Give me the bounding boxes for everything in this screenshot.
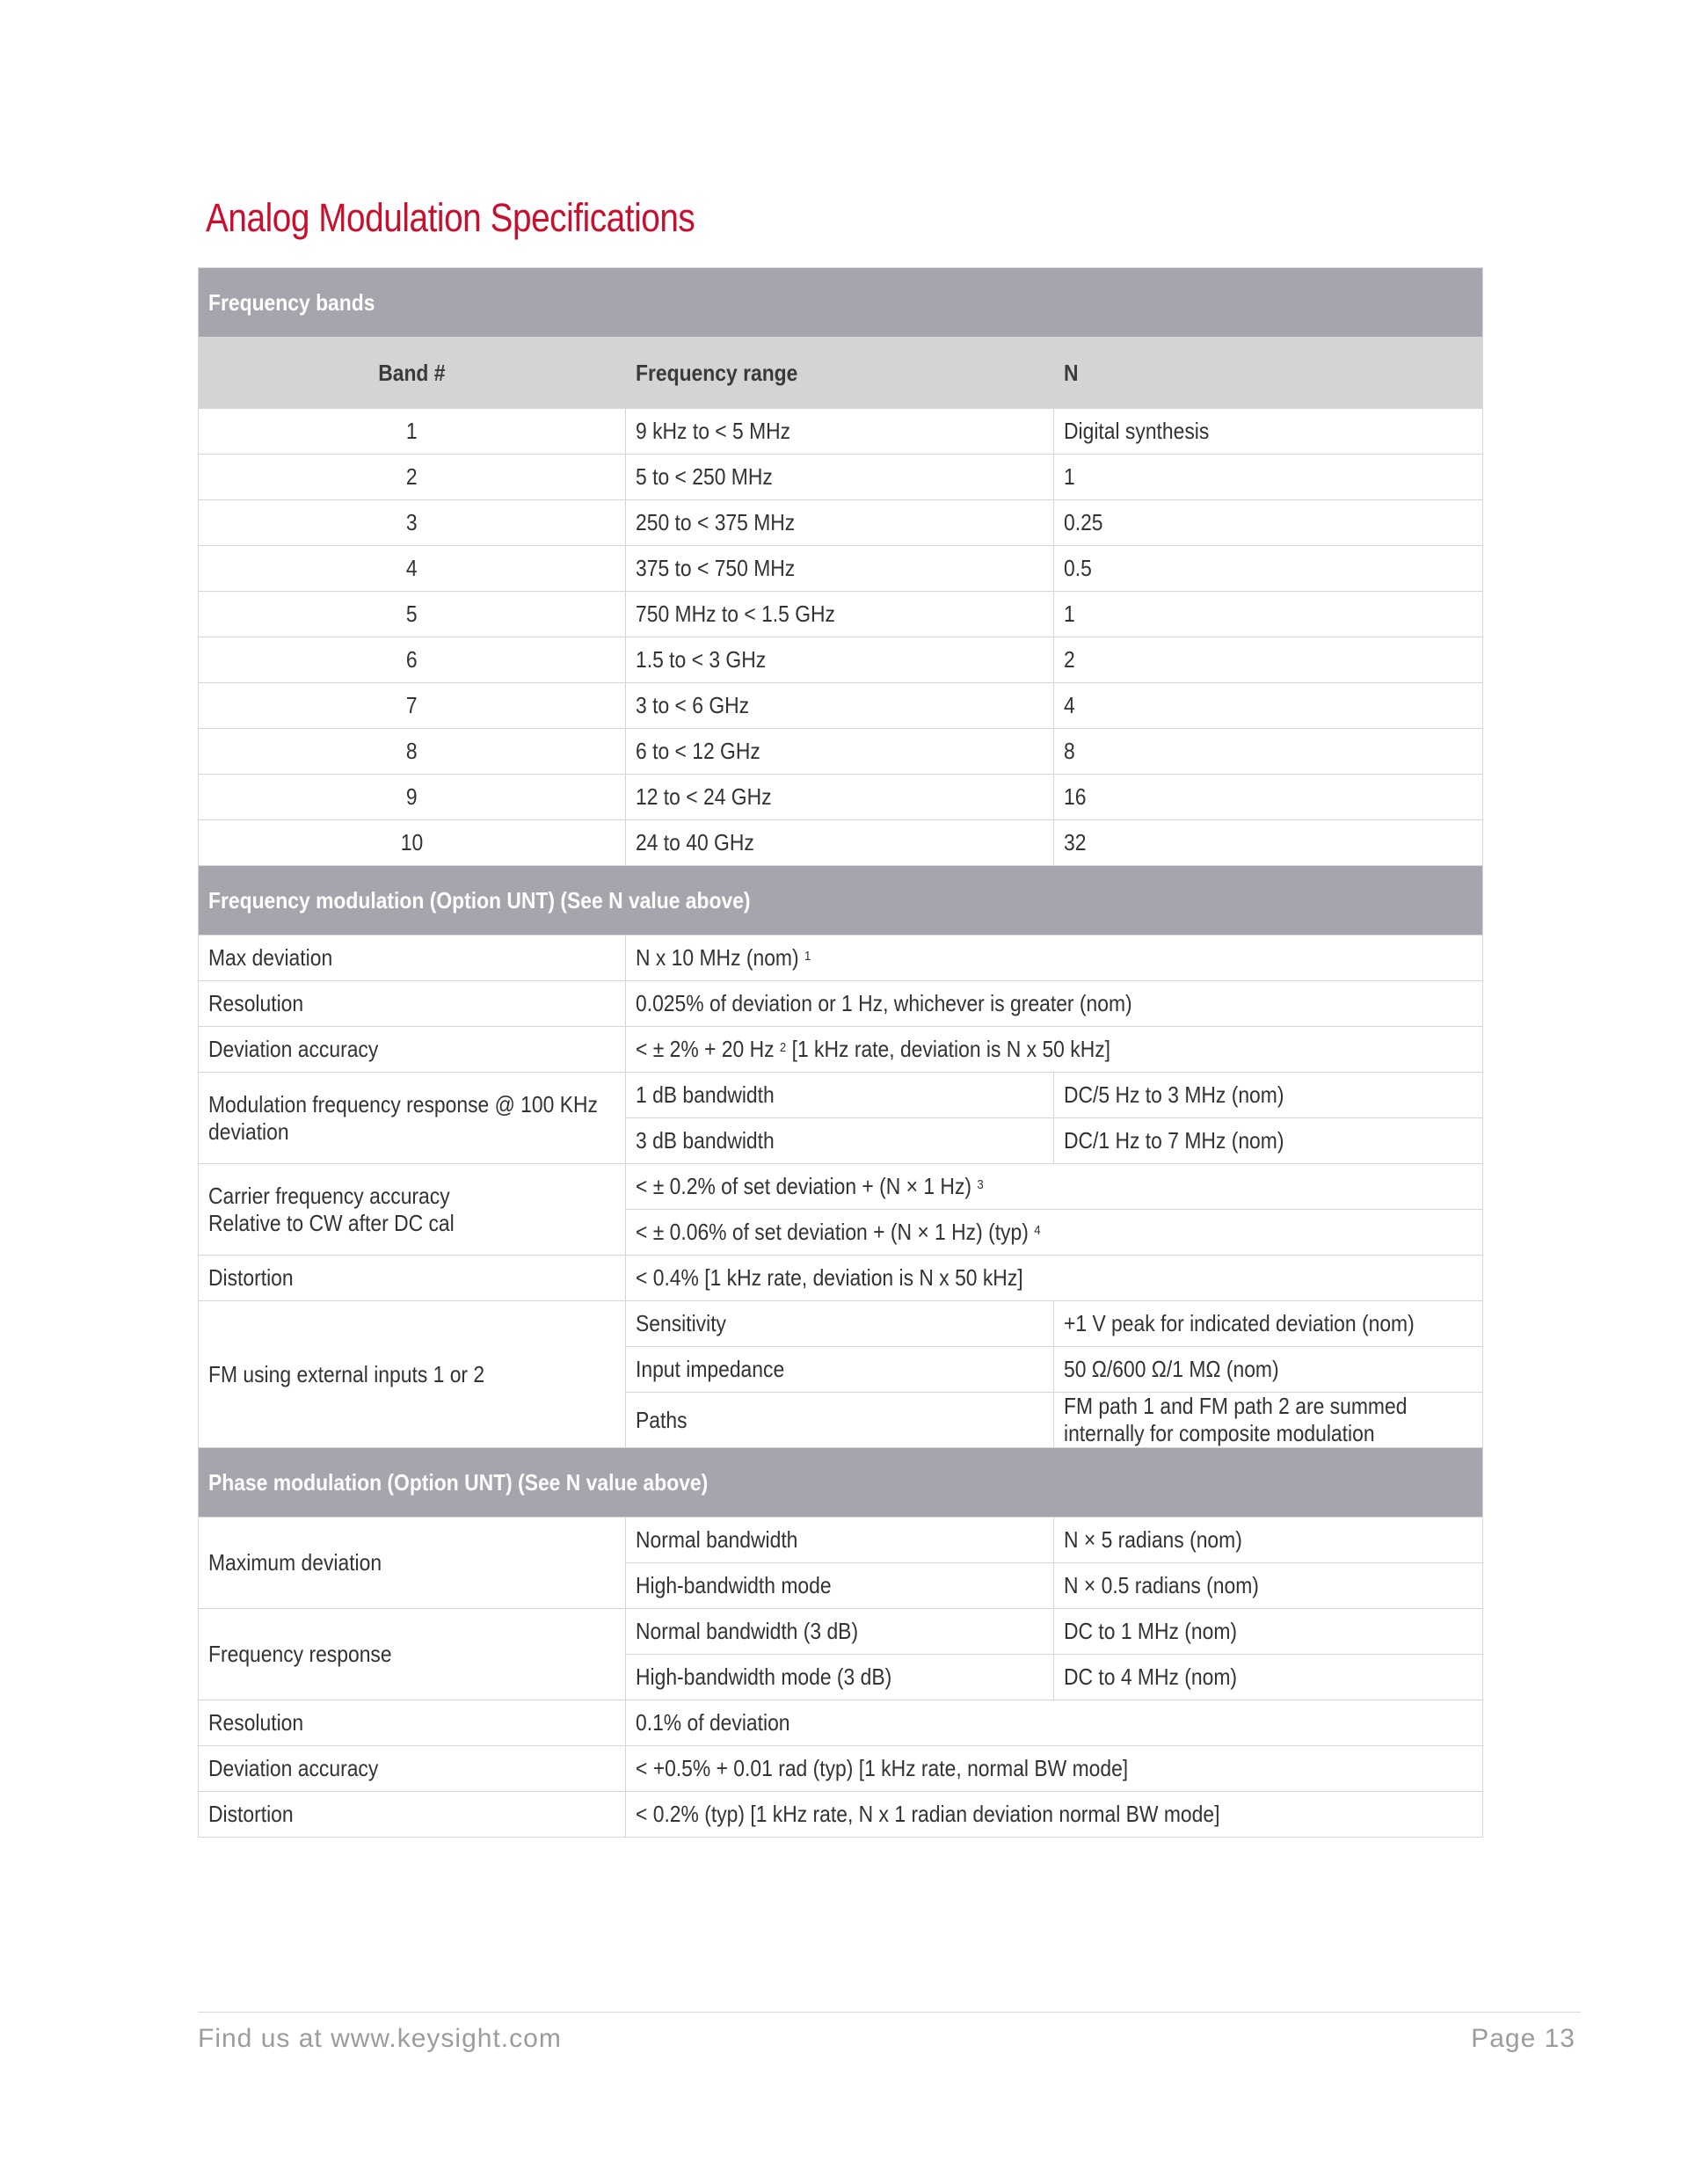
n-value-cell xyxy=(1054,820,1483,866)
cell-text: 375 to < 750 MHz xyxy=(636,555,796,581)
band-number-cell xyxy=(199,592,626,637)
spec-label: Modulation frequency response @ 100 KHz deviation xyxy=(208,1090,598,1145)
spec-label: Deviation accuracy xyxy=(208,1755,379,1781)
footnote-ref: 4 xyxy=(1034,1223,1041,1238)
spec-value: 0.025% of deviation or 1 Hz, whichever is greater (nom) xyxy=(636,990,1132,1016)
footnote-ref: 1 xyxy=(804,949,811,964)
table-row xyxy=(199,981,1483,1027)
page-title: Analog Modulation Specifications xyxy=(206,195,695,240)
band-number-cell xyxy=(199,455,626,500)
spec-value: DC to 4 MHz (nom) xyxy=(1064,1663,1238,1690)
band-number-cell xyxy=(199,683,626,729)
cell-text: 6 xyxy=(406,646,418,673)
spec-value: DC/1 Hz to 7 MHz (nom) xyxy=(1064,1127,1284,1154)
table-row xyxy=(199,729,1483,775)
cell-text: 3 xyxy=(406,509,418,535)
table-row xyxy=(199,409,1483,455)
n-value-cell xyxy=(1054,500,1483,546)
spec-sublabel: High-bandwidth mode (3 dB) xyxy=(636,1663,892,1690)
spec-table xyxy=(198,267,1483,1838)
n-value-cell xyxy=(1054,683,1483,729)
table-row xyxy=(199,1746,1483,1792)
band-number-cell xyxy=(199,637,626,683)
frequency-range-cell xyxy=(626,820,1054,866)
cell-text: 10 xyxy=(400,829,424,855)
band-rows xyxy=(199,409,1483,866)
cell-text: 5 xyxy=(406,601,418,627)
cell-text: 5 to < 250 MHz xyxy=(636,463,773,490)
table-row xyxy=(199,1073,1483,1118)
page-number: Page 13 xyxy=(1471,2024,1575,2053)
spec-value: DC to 1 MHz (nom) xyxy=(1064,1618,1238,1644)
spec-sublabel: Paths xyxy=(636,1406,688,1433)
band-number-cell xyxy=(199,775,626,820)
cell-text: 16 xyxy=(1064,783,1087,810)
frequency-range-cell xyxy=(626,637,1054,683)
table-row xyxy=(199,637,1483,683)
frequency-range-cell xyxy=(626,683,1054,729)
table-row xyxy=(199,455,1483,500)
cell-text: 0.25 xyxy=(1064,509,1103,535)
spec-value: < ± 0.06% of set deviation + (N × 1 Hz) (typ) $^4$ xyxy=(636,1219,1041,1245)
section-header-frequency-bands xyxy=(199,268,1483,338)
spec-label: Distortion xyxy=(208,1264,294,1291)
spec-label: Resolution xyxy=(208,990,304,1016)
table-row xyxy=(199,935,1483,981)
cell-text: 2 xyxy=(1064,646,1075,673)
cell-text: 1 xyxy=(1064,463,1075,490)
spec-value: 0.1% of deviation xyxy=(636,1709,790,1736)
column-header-band: Band # xyxy=(378,359,446,386)
cell-text: 4 xyxy=(1064,692,1075,718)
cell-text: 4 xyxy=(406,555,418,581)
cell-text: 7 xyxy=(406,692,418,718)
band-number-cell xyxy=(199,820,626,866)
cell-text: 9 kHz to < 5 MHz xyxy=(636,418,791,444)
spec-sublabel: High-bandwidth mode xyxy=(636,1572,832,1598)
column-header-frequency-range: Frequency range xyxy=(636,359,798,386)
frequency-range-cell xyxy=(626,546,1054,592)
cell-text: 250 to < 375 MHz xyxy=(636,509,796,535)
table-row xyxy=(199,683,1483,729)
footer-link[interactable]: Find us at www.keysight.com xyxy=(198,2024,562,2053)
cell-text: 8 xyxy=(1064,738,1075,764)
spec-label: Resolution xyxy=(208,1709,304,1736)
table-row xyxy=(199,1027,1483,1073)
table-row xyxy=(199,775,1483,820)
cell-text: 750 MHz to < 1.5 GHz xyxy=(636,601,835,627)
cell-text: 8 xyxy=(406,738,418,764)
section-title: Frequency modulation (Option UNT) (See N value above) xyxy=(208,886,751,914)
table-row xyxy=(199,1792,1483,1838)
spec-value: 50 Ω/600 Ω/1 MΩ (nom) xyxy=(1064,1356,1279,1382)
spec-value: < 0.4% [1 kHz rate, deviation is N x 50 kHz] xyxy=(636,1264,1023,1291)
section-title: Phase modulation (Option UNT) (See N value above) xyxy=(208,1468,709,1496)
cell-text: 1.5 to < 3 GHz xyxy=(636,646,767,673)
band-number-cell xyxy=(199,729,626,775)
spec-label: Frequency response xyxy=(208,1641,392,1667)
spec-value: < ± 0.2% of set deviation + (N × 1 Hz) $^3$ xyxy=(636,1173,984,1199)
footnote-ref: 3 xyxy=(977,1177,984,1192)
cell-text: 1 xyxy=(1064,601,1075,627)
band-number-cell xyxy=(199,546,626,592)
spec-sublabel: Normal bandwidth (3 dB) xyxy=(636,1618,859,1644)
n-value-cell xyxy=(1054,409,1483,455)
cell-text: 1 xyxy=(406,418,418,444)
spec-sublabel: Sensitivity xyxy=(636,1310,727,1336)
cell-text: Digital synthesis xyxy=(1064,418,1210,444)
n-value-cell xyxy=(1054,455,1483,500)
spec-label: Maximum deviation xyxy=(208,1549,382,1576)
spec-sublabel: Normal bandwidth xyxy=(636,1526,798,1553)
spec-label: Carrier frequency accuracy Relative to CW after DC cal xyxy=(208,1182,455,1236)
section-title: Frequency bands xyxy=(208,288,375,316)
column-header-n: N xyxy=(1064,359,1079,386)
spec-value: < ± 2% + 20 Hz $^2$ [1 kHz rate, deviation is N x 50 kHz] xyxy=(636,1036,1111,1062)
n-value-cell xyxy=(1054,637,1483,683)
frequency-range-cell xyxy=(626,455,1054,500)
spec-label: Distortion xyxy=(208,1801,294,1827)
cell-text: 3 to < 6 GHz xyxy=(636,692,750,718)
cell-text: 24 to 40 GHz xyxy=(636,829,754,855)
spec-value: N × 0.5 radians (nom) xyxy=(1064,1572,1259,1598)
n-value-cell xyxy=(1054,592,1483,637)
spec-value: +1 V peak for indicated deviation (nom) xyxy=(1064,1310,1415,1336)
spec-label: Max deviation xyxy=(208,944,333,971)
spec-value: FM path 1 and FM path 2 are summed internally for composite modulation xyxy=(1064,1393,1408,1446)
section-header-phase-modulation xyxy=(199,1448,1483,1518)
table-row xyxy=(199,500,1483,546)
n-value-cell xyxy=(1054,546,1483,592)
table-row xyxy=(199,1609,1483,1655)
frequency-range-cell xyxy=(626,775,1054,820)
footnote-ref: 2 xyxy=(779,1040,787,1055)
cell-text: 9 xyxy=(406,783,418,810)
spec-value: DC/5 Hz to 3 MHz (nom) xyxy=(1064,1081,1284,1108)
table-row xyxy=(199,1301,1483,1347)
spec-sublabel: 3 dB bandwidth xyxy=(636,1127,775,1154)
table-row xyxy=(199,820,1483,866)
band-number-cell xyxy=(199,500,626,546)
table-row xyxy=(199,1518,1483,1563)
spec-label: FM using external inputs 1 or 2 xyxy=(208,1360,485,1387)
table-row xyxy=(199,1164,1483,1210)
spec-value: N x 10 MHz (nom) $^1$ xyxy=(636,944,811,971)
table-row xyxy=(199,1256,1483,1301)
footer-divider xyxy=(198,2012,1581,2013)
spec-sublabel: Input impedance xyxy=(636,1356,785,1382)
cell-text: 12 to < 24 GHz xyxy=(636,783,772,810)
cell-text: 0.5 xyxy=(1064,555,1092,581)
n-value-cell xyxy=(1054,729,1483,775)
n-value-cell xyxy=(1054,775,1483,820)
table-row xyxy=(199,1700,1483,1746)
spec-value: < +0.5% + 0.01 rad (typ) [1 kHz rate, normal BW mode] xyxy=(636,1755,1129,1781)
spec-sublabel: 1 dB bandwidth xyxy=(636,1081,775,1108)
cell-text: 2 xyxy=(406,463,418,490)
band-number-cell xyxy=(199,409,626,455)
frequency-range-cell xyxy=(626,729,1054,775)
table-row xyxy=(199,546,1483,592)
spec-label: Deviation accuracy xyxy=(208,1036,379,1062)
column-header-row xyxy=(199,338,1483,409)
cell-text: 6 to < 12 GHz xyxy=(636,738,760,764)
frequency-range-cell xyxy=(626,592,1054,637)
frequency-range-cell xyxy=(626,500,1054,546)
table-row xyxy=(199,592,1483,637)
cell-text: 32 xyxy=(1064,829,1087,855)
spec-value: N × 5 radians (nom) xyxy=(1064,1526,1242,1553)
section-header-frequency-modulation xyxy=(199,866,1483,935)
frequency-range-cell xyxy=(626,409,1054,455)
spec-value: < 0.2% (typ) [1 kHz rate, N x 1 radian deviation normal BW mode] xyxy=(636,1801,1220,1827)
